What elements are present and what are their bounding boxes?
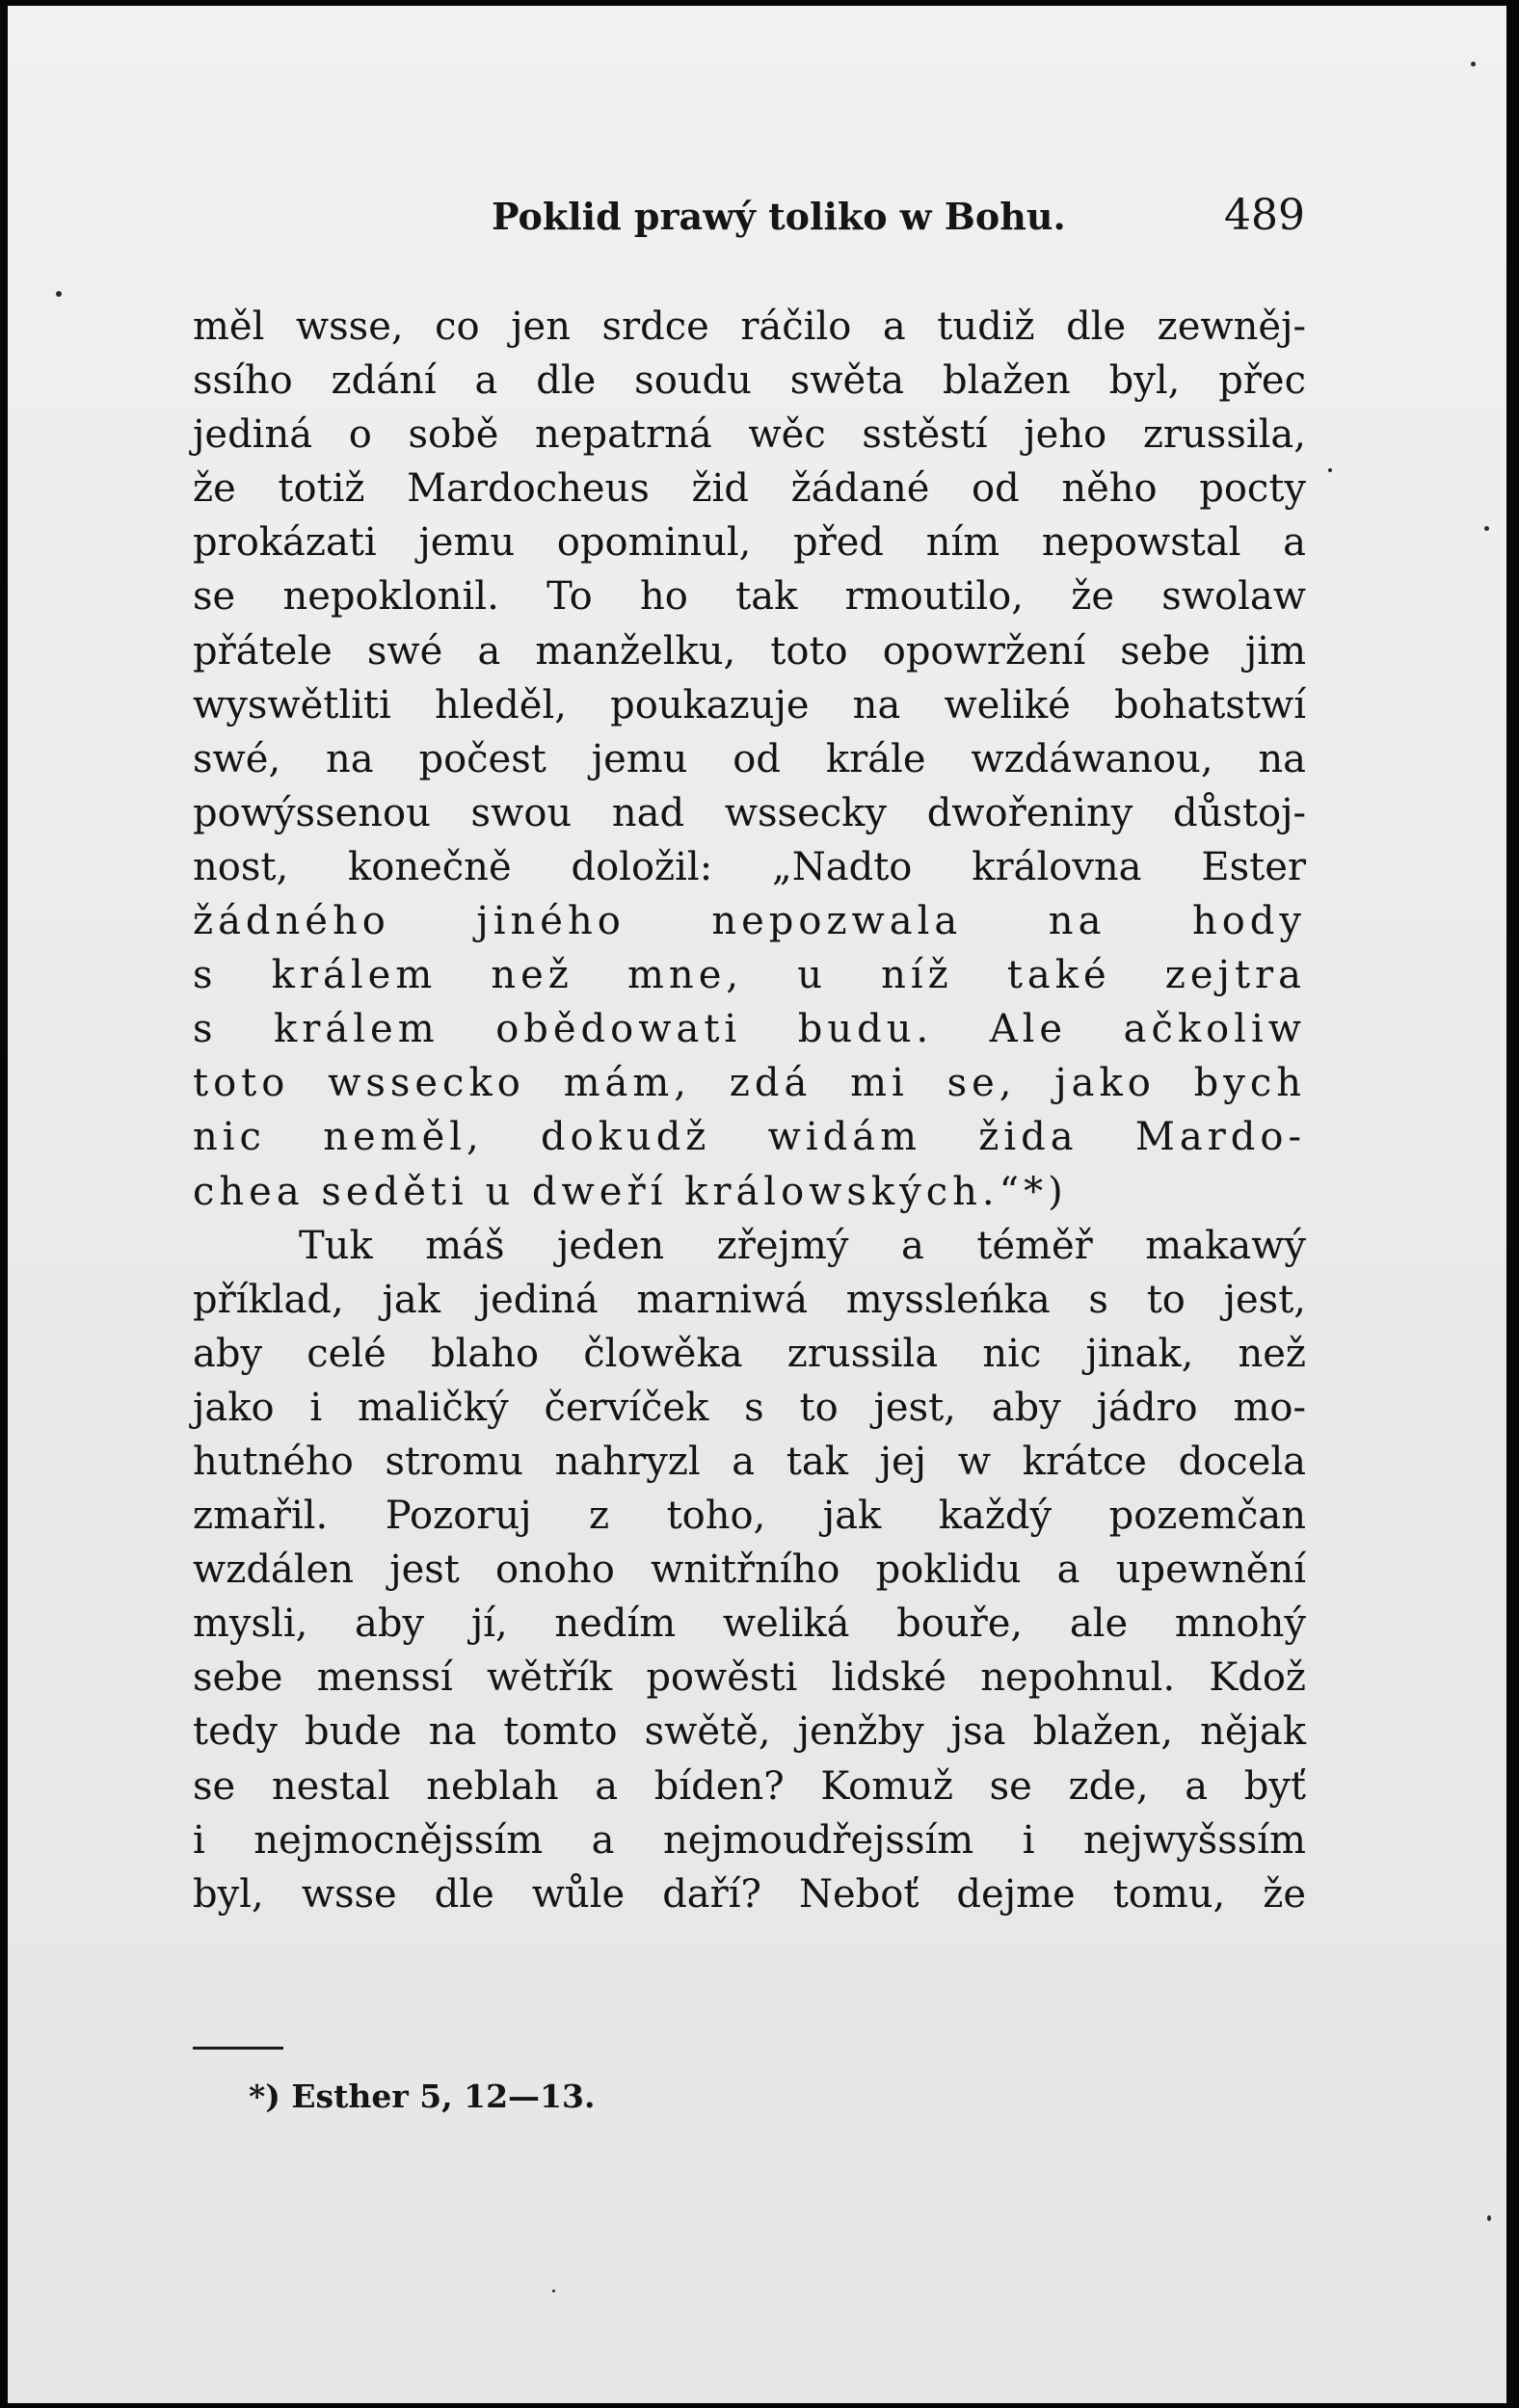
text-line: i nejmocnějssím a nejmoudřejssím i nejwyšssím — [193, 1817, 1306, 1863]
book-page — [8, 6, 1506, 2403]
text-line: swé, na počest jemu od krále wzdáwanou, na — [193, 736, 1306, 781]
ink-speck — [552, 2289, 555, 2292]
ink-speck — [1487, 2215, 1491, 2221]
text-line: hutného stromu nahryzl a tak jej w krátce docela — [193, 1439, 1306, 1484]
text-line: wyswětliti hleděl, poukazuje na weliké bohatstwí — [193, 682, 1306, 728]
text-line: s králem než mne, u níž také zejtra — [193, 953, 1306, 998]
ink-speck — [56, 291, 62, 297]
text-line: příklad, jak jediná marniwá myssleńka s to jest, — [193, 1277, 1306, 1322]
paragraph-first-line: Tuk máš jeden zřejmý a téměř makawý — [299, 1223, 1306, 1268]
text-line: že totiž Mardocheus žid žádané od něho pocty — [193, 466, 1306, 512]
footnote-rule — [193, 2047, 283, 2050]
text-line: ssího zdání a dle soudu swěta blažen byl, přec — [193, 358, 1306, 404]
page-number: 489 — [1224, 191, 1305, 240]
body-text — [193, 300, 1306, 1921]
text-line: žádného jiného nepozwala na hody — [193, 899, 1306, 944]
text-line: se nepoklonil. To ho tak rmoutilo, že swolaw — [193, 574, 1306, 620]
text-line: se nestal neblah a bíden? Komuž se zde, a byť — [193, 1763, 1306, 1809]
text-line: mysli, aby jí, nedím weliká bouře, ale mnohý — [193, 1601, 1306, 1647]
text-line: tedy bude na tomto swětě, jenžby jsa blažen, nějak — [193, 1709, 1306, 1755]
ink-speck — [1328, 468, 1332, 472]
text-line: toto wsseckо mám, zdá mi se, jako bych — [193, 1061, 1306, 1106]
ink-speck — [1471, 62, 1476, 66]
text-line: nic neměl, dokudž widám žida Mardo- — [193, 1115, 1306, 1160]
text-line: powýssenou swou nad wssecky dwořeniny důstoj- — [193, 790, 1306, 835]
text-line: měl wsse, co jen srdce ráčilo a tudiž dle zewněj- — [193, 304, 1306, 349]
text-line: jako i maličký červíček s to jest, aby jádro mo- — [193, 1385, 1306, 1430]
running-title: Poklid prawý toliko w Bohu. — [492, 195, 1066, 238]
text-line: prokázati jemu opominul, před ním nepowstal a — [193, 520, 1306, 566]
text-line: sebe menssí wětřík powěsti lidské nepohnul. Kdož — [193, 1655, 1306, 1701]
text-line: přátele swé a manželku, toto opowržení sebe jim — [193, 628, 1306, 674]
text-line: byl, wsse dle wůle daří? Neboť dejme tomu, že — [193, 1871, 1306, 1917]
text-line: wzdálen jest onoho wnitřního poklidu a upewnění — [193, 1548, 1306, 1593]
text-line: zmařil. Pozoruj z toho, jak každý pozemčan — [193, 1494, 1306, 1539]
text-line: jediná o sobě nepatrná wěc sstěstí jeho zrussila, — [193, 412, 1306, 458]
text-line: aby celé blaho člowěka zrussila nic jinak, než — [193, 1331, 1306, 1376]
text-line: chea seděti u dweří králowských.“*) — [193, 1169, 1068, 1214]
footnote: *) Esther 5, 12—13. — [249, 2077, 596, 2115]
text-line: nost, konečně doložil: „Nadto královna Ester — [193, 844, 1306, 889]
ink-speck — [1484, 526, 1489, 531]
text-line: s králem obědowati budu. Ale ačkoliw — [193, 1007, 1306, 1052]
page-header — [8, 191, 1506, 252]
